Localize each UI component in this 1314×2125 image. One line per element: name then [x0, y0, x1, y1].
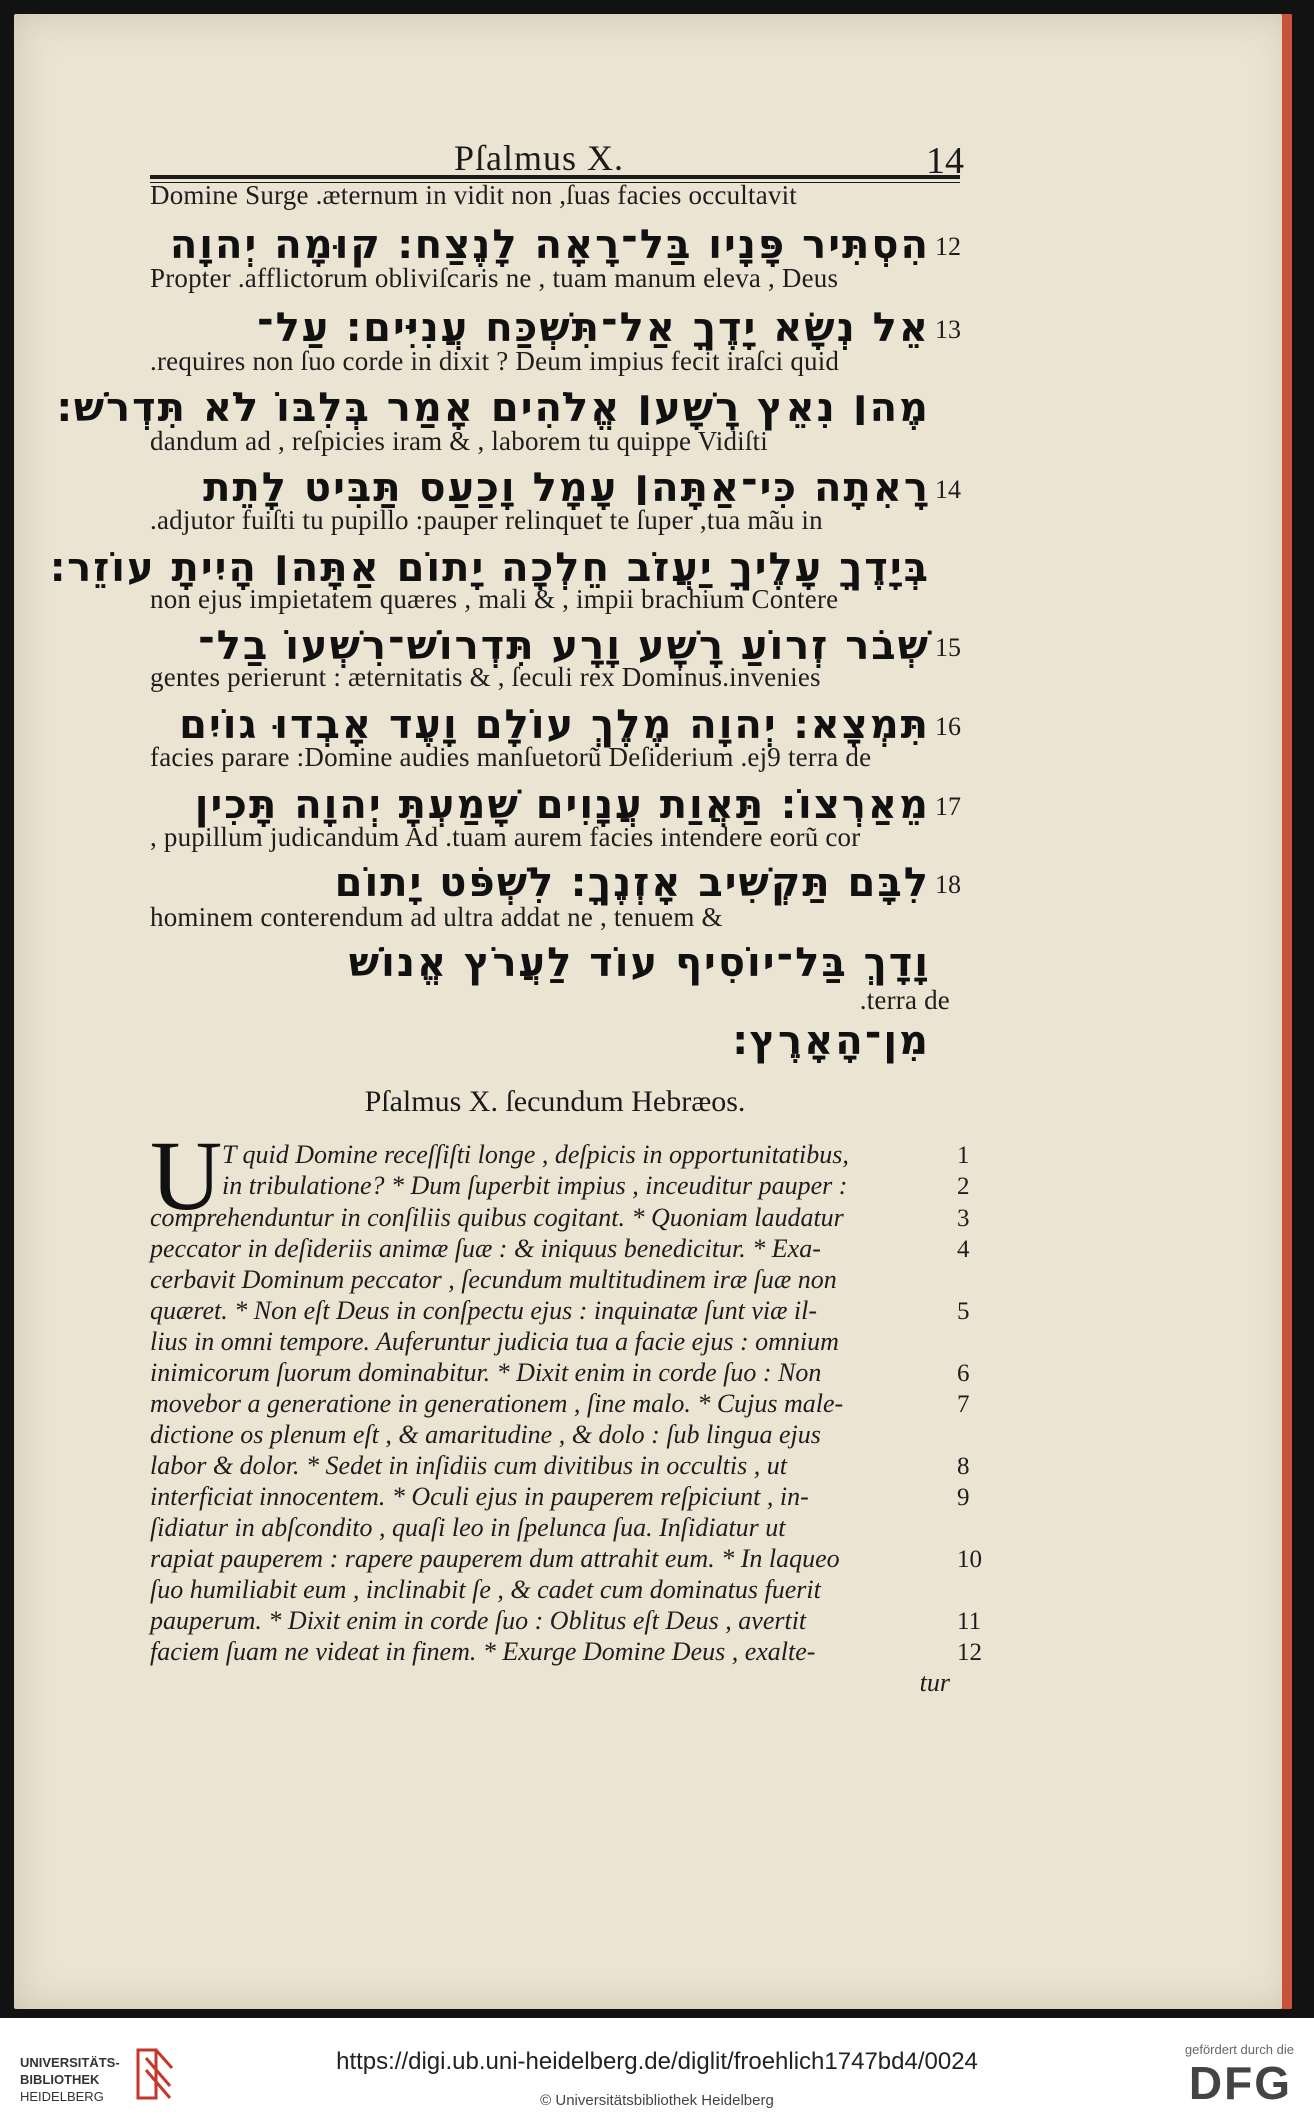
commentary-line: movebor a generatione in generationem , ſine malo. * Cujus male-: [150, 1389, 844, 1418]
verse-number: 12: [935, 232, 961, 261]
hebrew-line: שְׁבֹר זְרוֹעַ רָשָׁע וָרָע תִּדְרוֹשׁ־רִשְׁעוֹ בַל־: [198, 623, 930, 669]
header-rule: [150, 175, 960, 179]
commentary-line: quæret. * Non eſt Deus in conſpectu ejus : inquinatæ ſunt viæ il-: [150, 1296, 818, 1325]
commentary-line: cerbavit Dominum peccator , ſecundum multitudinem iræ ſuæ non: [150, 1265, 837, 1294]
commentary-line: interficiat innocentem. * Oculi ejus in pauperem reſpiciunt , in-: [150, 1482, 809, 1511]
margin-verse-number: 4: [957, 1236, 970, 1263]
hebrew-line: וָדָךְ בַּל־יוֹסִיף עוֹד לַעֲרֹץ אֱנוֹשׁ: [348, 940, 930, 986]
library-name-line3: HEIDELBERG: [20, 2089, 104, 2104]
verse-number: 17: [935, 792, 961, 821]
hebrew-line: רָאִתָה כִּי־אַתָּה׀ עָמָל וָכַעַס תַּבִּיט לָתֵת: [203, 465, 930, 511]
drop-cap: U: [150, 1120, 223, 1231]
verse-number: 14: [935, 475, 961, 504]
verse-number: 16: [935, 712, 961, 741]
hebrew-line: מֶה׀ נִאֵץ רָשָׁע׀ אֱלֹהִים אָמַר בְּלִבּוֹ לֹא תִּדְרֹשׁ׃: [56, 385, 930, 431]
latin-line: Propter .afflictorum obliviſcaris ne , tuam manum eleva , Deus: [150, 263, 839, 293]
latin-line: Domine Surge .æternum in vidit non ,ſuas facies occultavit: [150, 180, 797, 210]
latin-line: .requires non ſuo corde in dixit ? Deum impius fecit iraſci quid: [150, 346, 840, 376]
hebrew-line: הִסְתִּיר פָּנָיו בַּל־רָאָה לָנֶצַח׃ קוּמָה יְהוָה: [169, 222, 930, 268]
margin-verse-number: 8: [957, 1453, 970, 1480]
margin-verse-number: 6: [957, 1360, 970, 1387]
margin-verse-number: 2: [957, 1173, 970, 1200]
commentary-line: dictione os plenum eſt , & amaritudine , & dolo : ſub lingua ejus: [150, 1420, 821, 1449]
page-number: 14: [926, 140, 964, 182]
margin-verse-number: 12: [957, 1639, 982, 1666]
library-name-line2: BIBLIOTHEK: [20, 2072, 100, 2087]
commentary-line: comprehenduntur in conſiliis quibus cogitant. * Quoniam laudatur: [150, 1203, 844, 1232]
margin-verse-number: 10: [957, 1546, 982, 1573]
latin-line-tail: .terra de: [859, 985, 950, 1015]
latin-line: gentes perierunt : æternitatis & , ſeculi rex Dominus.invenies: [150, 662, 821, 692]
commentary-line: ſidiatur in abſcondito , quaſi leo in ſpelunca ſua. Inſidiatur ut: [150, 1513, 786, 1542]
verse-number: 15: [935, 633, 961, 662]
commentary-line: ſuo humiliabit eum , inclinabit ſe , & cadet cum dominatus fuerit: [150, 1575, 821, 1604]
commentary-line: pauperum. * Dixit enim in corde ſuo : Oblitus eſt Deus , avertit: [150, 1606, 807, 1635]
hebrew-line: לִבָּם תַּקְשִׁיב אָזְנֶךָ׃ לִשְׁפֹּט יָתוֹם: [334, 860, 930, 906]
verse-number: 13: [935, 315, 961, 344]
commentary-line: faciem ſuam ne videat in finem. * Exurge Domine Deus , exalte-: [150, 1637, 816, 1666]
dfg-funding-note: gefördert durch die: [1184, 2042, 1294, 2057]
commentary-line: labor & dolor. * Sedet in inſidiis cum divitibus in occultis , ut: [150, 1451, 787, 1480]
latin-line: facies parare :Domine audies manſuetorũ Deſiderium .ej9 terra de: [150, 742, 872, 772]
latin-line: dandum ad , reſpicies iram & , laborem tu quippe Vidiſti: [150, 426, 768, 456]
margin-verse-number: 1: [957, 1142, 970, 1169]
verse-number: 18: [935, 870, 961, 899]
hebrew-line: בְּיָדֶךָ עָלֶיךָ יַעֲזֹב חֵלְכָה יָתוֹם אַתָּה׀ הָיִיתָ עוֹזֵר׃: [50, 545, 930, 591]
dfg-logo: DFG: [1188, 2057, 1292, 2109]
commentary-line: inimicorum ſuorum dominabitur. * Dixit enim in corde ſuo : Non: [150, 1358, 822, 1387]
latin-line: hominem conterendum ad ultra addat ne , tenuem &: [150, 902, 723, 932]
latin-line: non ejus impietatem quæres , mali & , impii brachium Contere: [150, 584, 839, 614]
margin-verse-number: 9: [957, 1484, 970, 1511]
catchword: tur: [919, 1668, 950, 1697]
page-title: Pſalmus X.: [454, 138, 625, 178]
margin-verse-number: 7: [957, 1391, 970, 1418]
commentary-line: peccator in deſideriis animæ ſuæ : & iniquus benedicitur. * Exa-: [150, 1234, 821, 1263]
margin-verse-number: 5: [957, 1298, 970, 1325]
library-name-line1: UNIVERSITÄTS-: [20, 2055, 120, 2070]
commentary-line: lius in omni tempore. Auferuntur judicia tua a facie ejus : omnium: [150, 1327, 839, 1356]
commentary-line: in tribulatione? * Dum ſuperbit impius , inceuditur pauper :: [222, 1171, 848, 1200]
latin-line: .adjutor fuiſti tu pupillo :pauper relinquet te ſuper ,tua mãu in: [150, 505, 823, 535]
viewer-footer: [0, 2018, 1314, 2125]
commentary-line: rapiat pauperem : rapere pauperem dum attrahit eum. * In laqueo: [150, 1544, 840, 1573]
permalink-url[interactable]: https://digi.ub.uni-heidelberg.de/diglit/froehlich1747bd4/0024: [336, 2048, 978, 2075]
latin-line: , pupillum judicandum Ad .tuam aurem facies intendere eorũ cor: [150, 822, 861, 852]
copyright-notice: © Universitätsbibliothek Heidelberg: [540, 2092, 774, 2109]
margin-verse-number: 11: [957, 1608, 982, 1635]
hebrew-line: אֵל נְשָׂא יָדֶךָ אַל־תִּשְׁכַּח עֲנִיִּים׃ עַל־: [256, 305, 930, 351]
section-title: Pſalmus X. ſecundum Hebræos.: [364, 1085, 746, 1118]
hebrew-line: מֵאַרְצוֹ׃ תַּאֲוַת עֲנָוִים שָׁמַעְתָּ יְהוָה תָּכִין: [194, 782, 930, 828]
margin-verse-number: 3: [957, 1205, 970, 1232]
hebrew-line: תִּמְצָא׃ יְהוָה מֶלֶךְ עוֹלָם וָעֶד אָבְדוּ גוֹיִם: [179, 702, 930, 748]
hebrew-line-tail: מִן־הָאָרֶץ׃: [732, 1018, 930, 1064]
commentary-line: T quid Domine receſſiſti longe , deſpicis in opportunitatibus,: [222, 1140, 849, 1169]
